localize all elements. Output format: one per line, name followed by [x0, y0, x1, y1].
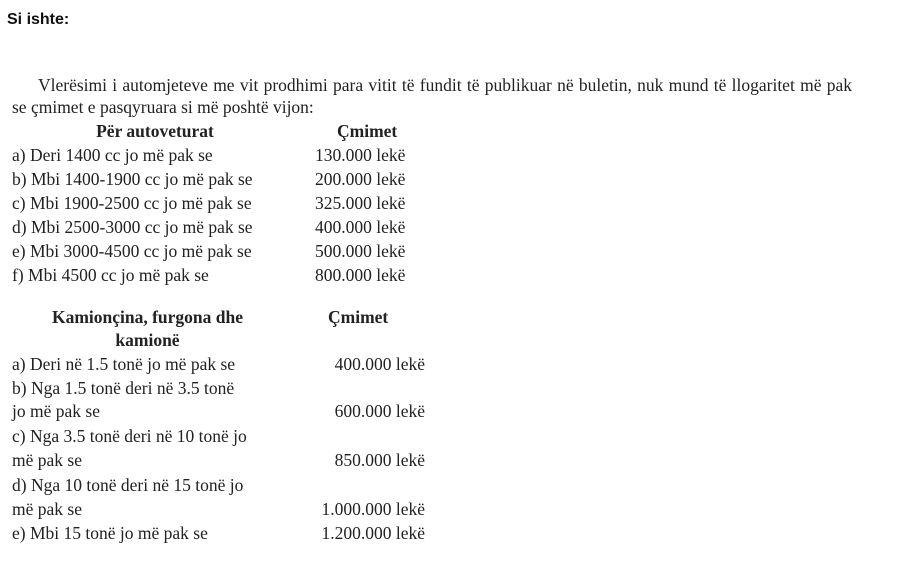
section-heading: Si ishte:: [7, 11, 70, 28]
trucks-header-category-line1: Kamionçina, furgona dhe: [51, 307, 244, 327]
cars-header-price: Çmimet: [337, 121, 398, 141]
cars-row-price: 400.000 lekë: [315, 217, 406, 237]
trucks-header-category-line2: kamionë: [115, 330, 180, 350]
cars-row-label: e) Mbi 3000-4500 cc jo më pak se: [12, 241, 252, 261]
cars-row-label: c) Mbi 1900-2500 cc jo më pak se: [12, 193, 252, 213]
trucks-row-price: 1.000.000 lekë: [321, 499, 425, 519]
trucks-row-label-cont: jo më pak se: [12, 401, 100, 421]
cars-row-price: 325.000 lekë: [315, 193, 406, 213]
trucks-row-price: 400.000 lekë: [334, 354, 425, 374]
cars-row-label: a) Deri 1400 cc jo më pak se: [12, 145, 213, 165]
trucks-row-label: e) Mbi 15 tonë jo më pak se: [12, 523, 208, 543]
trucks-header-price: Çmimet: [328, 307, 389, 327]
cars-row-price: 800.000 lekë: [315, 265, 406, 285]
intro-paragraph: [12, 74, 852, 118]
cars-row-label: b) Mbi 1400-1900 cc jo më pak se: [12, 169, 253, 189]
trucks-row-label: b) Nga 1.5 tonë deri në 3.5 tonë: [12, 378, 235, 398]
trucks-row-label: a) Deri në 1.5 tonë jo më pak se: [12, 354, 236, 374]
cars-row-price: 200.000 lekë: [315, 169, 406, 189]
trucks-row-label: c) Nga 3.5 tonë deri në 10 tonë jo: [12, 426, 247, 446]
cars-row-label: d) Mbi 2500-3000 cc jo më pak se: [12, 217, 253, 237]
trucks-row-label: d) Nga 10 tonë deri në 15 tonë jo: [12, 475, 244, 495]
cars-row-price: 500.000 lekë: [315, 241, 406, 261]
trucks-row-label-cont: më pak se: [12, 499, 82, 519]
trucks-row-price: 600.000 lekë: [334, 401, 425, 421]
cars-row-price: 130.000 lekë: [315, 145, 406, 165]
cars-header-category: Për autoveturat: [96, 121, 214, 141]
cars-row-label: f) Mbi 4500 cc jo më pak se: [12, 265, 209, 285]
paragraph-text: Vlerësimi i automjeteve me vit prodhimi para vitit të fundit të publikuar në buletin, nuk mund të llogaritet më pak se çmimet e pasqyruara si më poshtë vijon:: [12, 75, 852, 117]
trucks-row-price: 850.000 lekë: [334, 450, 425, 470]
trucks-row-price: 1.200.000 lekë: [321, 523, 425, 543]
trucks-row-label-cont: më pak se: [12, 450, 82, 470]
